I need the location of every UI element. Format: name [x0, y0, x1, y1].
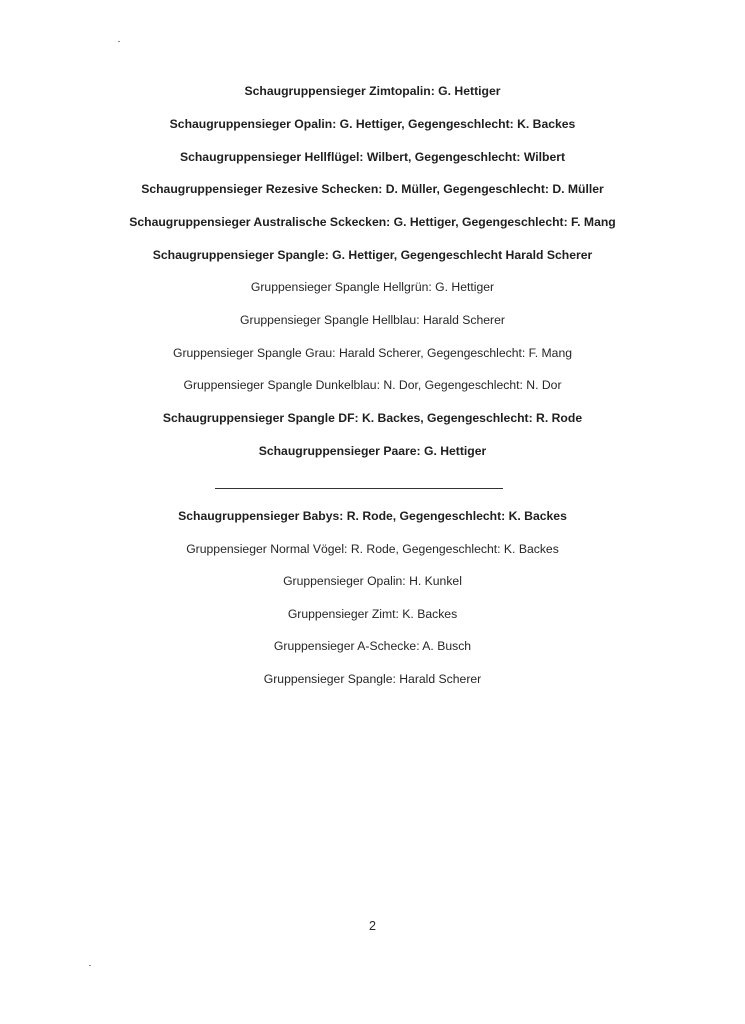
scan-speck	[118, 41, 120, 42]
result-line: Schaugruppensieger Babys: R. Rode, Gegengeschlecht: K. Backes	[178, 509, 567, 523]
result-line: Schaugruppensieger Paare: G. Hettiger	[258, 444, 487, 458]
page-number: 2	[369, 919, 376, 933]
result-line: Gruppensieger Normal Vögel: R. Rode, Gegengeschlecht: K. Backes	[186, 542, 559, 556]
result-line: Schaugruppensieger Zimtopalin: G. Hettiger	[244, 84, 501, 98]
result-line: Schaugruppensieger Spangle: G. Hettiger, Gegengeschlecht Harald Scherer	[152, 248, 593, 262]
result-line: Gruppensieger Zimt: K. Backes	[287, 607, 458, 621]
result-line: Schaugruppensieger Australische Sckecken: G. Hettiger, Gegengeschlecht: F. Mang	[129, 215, 616, 229]
result-line: Schaugruppensieger Opalin: G. Hettiger, Gegengeschlecht: K. Backes	[169, 117, 576, 131]
result-line: Gruppensieger Spangle Hellblau: Harald Scherer	[240, 313, 505, 327]
result-line: Schaugruppensieger Rezesive Schecken: D. Müller, Gegengeschlecht: D. Müller	[141, 182, 604, 196]
scan-speck	[89, 965, 91, 966]
section-divider	[215, 488, 503, 489]
result-line: Schaugruppensieger Spangle DF: K. Backes, Gegengeschlecht: R. Rode	[162, 411, 583, 425]
result-line: Gruppensieger Spangle Dunkelblau: N. Dor, Gegengeschlecht: N. Dor	[183, 378, 562, 392]
result-line: Schaugruppensieger Hellflügel: Wilbert, Gegengeschlecht: Wilbert	[179, 150, 566, 164]
result-line: Gruppensieger Spangle: Harald Scherer	[263, 672, 482, 686]
result-line: Gruppensieger Spangle Grau: Harald Scherer, Gegengeschlecht: F. Mang	[172, 346, 573, 360]
result-line: Gruppensieger A-Schecke: A. Busch	[273, 639, 472, 653]
result-line: Gruppensieger Spangle Hellgrün: G. Hettiger	[250, 280, 495, 294]
result-line: Gruppensieger Opalin: H. Kunkel	[283, 574, 462, 588]
